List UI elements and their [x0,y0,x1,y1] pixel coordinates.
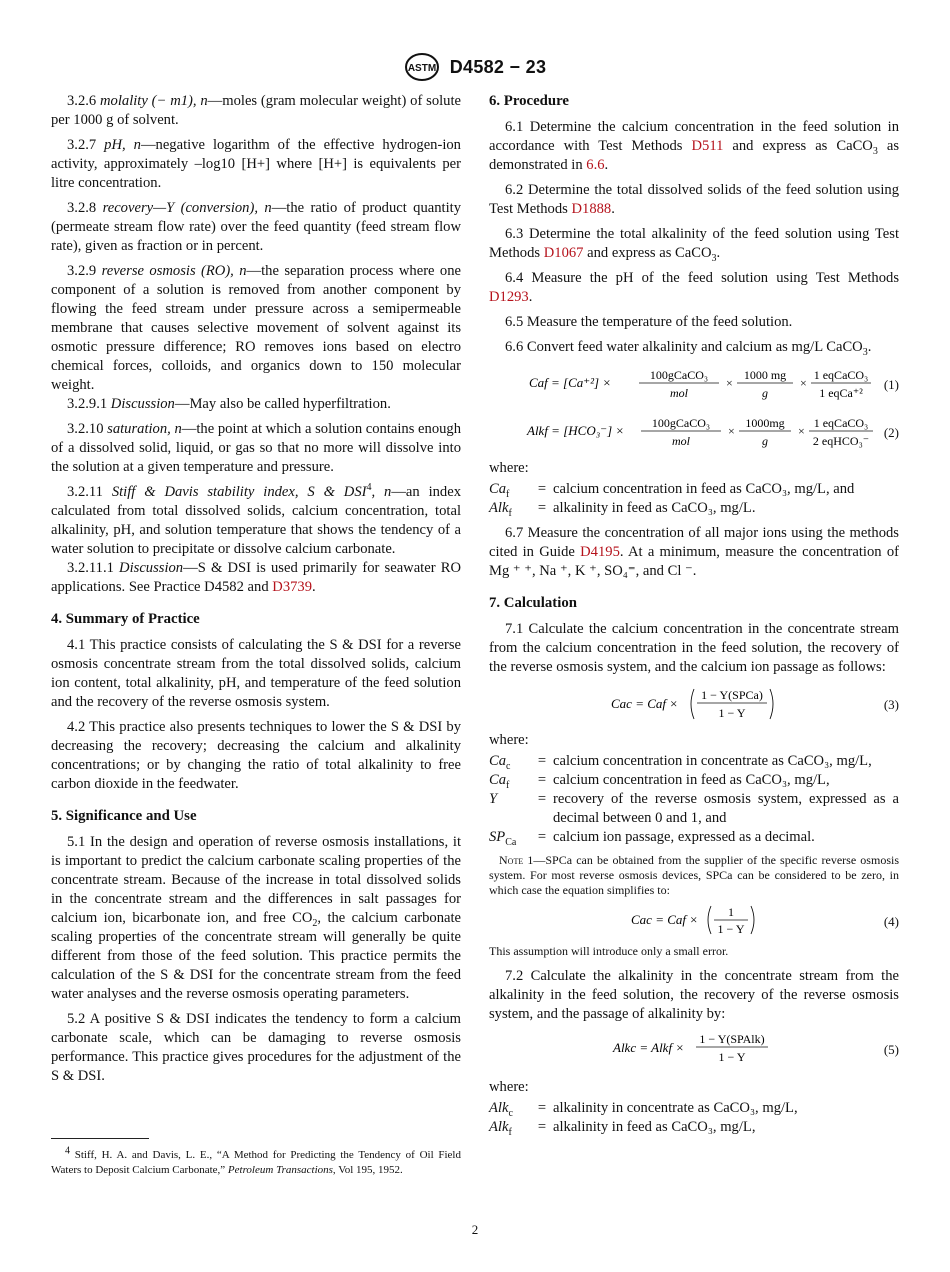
eq1-f2-num: 1000 mg [743,368,787,382]
eq1-f1-den: mol [670,386,688,400]
eq2-lhs: Alkf = [HCO₃⁻] × [527,423,625,438]
definition-symbol: SP [489,829,506,845]
eq4-den: 1 − Y [717,922,745,936]
ref-6-6-link[interactable]: 6.6 [586,157,605,173]
footnote-4: $^4$ Stiff, H. A. and Davis, L. E., “A Method for Predicting the Tendency of Oil Field Waters to Deposit Calcium Carbonate,” Petroleum Transactions, Vol 195, 1952. [51,1145,461,1176]
definition-3-2-7: 3.2.7 pH, n—negative logarithm of the effective hydrogen-ion activity, approximately –log10 [H+] where [H+] is equivalents per litre concentration. [51,137,461,191]
paragraph-5-1: 5.1 In the design and operation of reverse osmosis installations, it is important to predict the calcium carbonate scaling properties of the concentrate stream. Because of the increase in total dissolved solids in the concentrate stream and the differences in salt passages for calcium ion, bicarbonate ion, and free $CO_2$, the calcium carbonate scaling properties of the concentrate stream will generally be quite different from those of the feed solution. This practice permits the calculation of the S & DSI for the concentrate stream from the feed water analyses and the reverse osmosis operating parameters. [51,834,462,1002]
section-5-heading: 5. Significance and Use [51,808,197,824]
paragraph-4-1: 4.1 This practice consists of calculating the S & DSI for a reverse osmosis concentrate stream from the total dissolved solids, calcium ion content, total alkalinity, pH, and temperature of the feed solution and the recovery of the reverse osmosis system. [51,637,461,710]
eq2-number: (2) [883,425,899,440]
eq2-f1-den: mol [672,434,690,448]
definition-row: Alk$_f$ = alkalinity in feed as CaCO₃, mg/L, [489,1118,899,1137]
eq2-f1-num: 100gCaCO₃ [651,416,711,430]
section-4-heading: 4. Summary of Practice [51,611,200,627]
eq1-number: (1) [883,377,899,392]
definition-row [489,790,899,828]
page-number: 2 [471,1222,479,1237]
definition-symbol: Alk [489,1119,509,1135]
definition-equals: = [537,481,547,497]
svg-text:×: × [728,424,735,438]
eq5-den: 1 − Y [718,1050,746,1064]
definition-symbol: Y [489,791,498,807]
definitions-list-1 [489,480,899,518]
definition-symbol: Ca [489,753,507,769]
definitions-list-2 [489,752,899,847]
definition-text: calcium concentration in feed as CaCO₃, mg/L, [553,772,830,788]
svg-text:ASTM: ASTM [407,63,436,74]
discussion-3-2-11-1: 3.2.11.1 Discussion—S & DSI is used primarily for seawater RO applications. See Practice D4582 and D3739. [51,560,461,595]
paragraph-7-1: 7.1 Calculate the calcium concentration in the concentrate stream from the calcium concentration in the feed solution, the recovery of the reverse osmosis system, and the calcium ion passage as follows: [489,621,899,675]
eq1-lhs: Caf = [Ca⁺²] × [529,375,612,390]
eq4-number: (4) [883,914,899,929]
where-label-1: where: [489,460,529,476]
definition-text: alkalinity in feed as CaCO₃, mg/L, [553,1119,756,1135]
definition-equals: = [537,500,547,516]
eq2-f3-num: 1 eqCaCO₃ [813,416,869,430]
definition-equals: = [537,1100,547,1116]
right-column [489,92,899,1143]
definition-symbol: Ca [489,481,507,497]
left-column [51,92,461,1092]
definition-text: calcium concentration in feed as CaCO₃, mg/L, and [553,481,855,497]
definition-text: recovery of the reverse osmosis system, expressed as a decimal between 0 and 1, and [553,791,899,826]
equation-5 [489,1030,899,1068]
definition-text: calcium ion passage, expressed as a decimal. [553,829,815,845]
ref-d4195-link[interactable]: D4195 [580,544,620,560]
astm-logo-icon [404,52,440,82]
definition-text: calcium concentration in concentrate as CaCO₃, mg/L, [553,753,872,769]
definition-equals: = [537,772,547,788]
eq3-num: 1 − Y(SPCa) [701,688,763,702]
paragraph-6-4: 6.4 Measure the pH of the feed solution using Test Methods D1293. [489,270,899,305]
paragraph-6-7: 6.7 Measure the concentration of all major ions using the methods cited in Guide D4195. At a minimum, measure the concentration of Mg ⁺ ⁺, Na ⁺, K ⁺, SO₄⁼, and Cl ⁻. [489,525,899,579]
definition-symbol: Alk [489,1100,509,1116]
definition-row: $SP_{Ca}$ = calcium ion passage, expressed as a decimal. [489,828,899,847]
paragraph-6-3: 6.3 Determine the total alkalinity of the feed solution using Test Methods D1067 and express as CaCO$_3$. [489,226,899,264]
definition-text: alkalinity in concentrate as CaCO₃, mg/L, [553,1100,798,1116]
ref-d1067-link[interactable]: D1067 [543,245,584,261]
page-header [0,52,950,82]
definition-row: $Ca_f$ = calcium concentration in feed as CaCO₃, mg/L, [489,771,899,790]
equation-4 [489,902,899,938]
eq3-lhs: Cac = Caf × [611,696,679,711]
definition-equals: = [537,791,547,807]
svg-text:×: × [800,376,807,390]
definitions-list-3 [489,1099,899,1137]
eq1-f3-num: 1 eqCaCO₃ [813,368,869,382]
definition-3-2-10: 3.2.10 saturation, n—the point at which a solution contains enough of a dissolved solid, liquid, or gas so that no more will dissolve into the solution at a given temperature and pressure. [51,421,462,475]
definition-row: $Ca_c$ = calcium concentration in concentrate as CaCO₃, mg/L, [489,752,899,771]
definition-3-2-11: 3.2.11 Stiff & Davis stability index, S & DSI$^4$, n—an index calculated from total dissolved solids, calcium concentration, total alkalinity, pH, and solution temperature that shows the tendency of a water solution to precipitate or dissolve calcium carbonate. [51,482,461,557]
document-code: D4582 − 23 [449,56,547,77]
equation-1 [489,363,899,405]
definition-equals: = [537,829,547,845]
eq4-num: 1 [728,905,734,919]
definition-row: $Ca_f$ = calcium concentration in feed as CaCO₃, mg/L, and [489,480,899,499]
ref-d511-link[interactable]: D511 [691,138,724,154]
paragraph-6-1: 6.1 Determine the calcium concentration in the feed solution in accordance with Test Methods D511 and express as CaCO$_3$ as demonstrated in 6.6. [489,119,900,173]
ref-d3739-link[interactable]: D3739 [272,579,313,595]
definition-3-2-8: 3.2.8 recovery—Y (conversion), n—the ratio of product quantity (permeate stream flow rate) over the feed quantity (feed stream flow rate), given as fraction or in percent. [51,200,462,254]
section-7-heading: 7. Calculation [489,595,577,611]
eq1-f3-den: 1 eqCa⁺² [819,386,863,400]
eq1-f2-den: g [762,386,768,400]
paragraph-5-2: 5.2 A positive S & DSI indicates the tendency to form a calcium carbonate scale, which can be damaging to reverse osmosis performance. This practice gives procedures for the adjustment of the S & DSI. [51,1011,461,1084]
equation-2 [489,411,899,453]
eq1-f1-num: 100gCaCO₃ [649,368,709,382]
eq5-number: (5) [883,1042,899,1057]
definition-equals: = [537,1119,547,1135]
definition-row: Alk$_c$ = alkalinity in concentrate as CaCO₃, mg/L, [489,1099,899,1118]
section-6-heading: 6. Procedure [489,93,569,109]
note-1: Note 1—SPCa can be obtained from the supplier of the specific reverse osmosis system. For most reverse osmosis devices, SPCa can be considered to be zero, in which case the equation simplifies to: [489,853,899,897]
eq2-f2-num: 1000mg [745,416,785,430]
definition-row: Alk$_f$ = alkalinity in feed as CaCO₃, mg/L. [489,499,899,518]
eq3-number: (3) [883,697,899,712]
paragraph-4-2: 4.2 This practice also presents techniques to lower the S & DSI by decreasing the recovery; decreasing the calcium and alkalinity concentrations; or by changing the ratio of total alkalinity to free carbon dioxide in the feedwater. [51,719,461,792]
ref-d1293-link[interactable]: D1293 [489,289,529,305]
equation-3 [489,683,899,725]
eq3-den: 1 − Y [718,706,746,720]
paragraph-7-2: 7.2 Calculate the alkalinity in the concentrate stream from the alkalinity in the feed solution, the recovery of the reverse osmosis system, and the passage of alkalinity by: [489,968,899,1022]
svg-text:×: × [798,424,805,438]
svg-text:×: × [726,376,733,390]
definition-text: alkalinity in feed as CaCO₃, mg/L. [553,500,756,516]
definition-3-2-6: 3.2.6 molality (− m1), n—moles (gram molecular weight) of solute per 1000 g of solvent. [51,93,461,128]
definition-symbol: Ca [489,772,507,788]
paragraph-6-5: 6.5 Measure the temperature of the feed solution. [505,314,793,330]
eq5-lhs: Alkc = Alkf × [613,1040,685,1055]
footnote-divider [51,1138,149,1139]
assumption-note: This assumption will introduce only a small error. [489,944,729,958]
eq4-lhs: Cac = Caf × [631,912,699,927]
definition-3-2-9: 3.2.9 reverse osmosis (RO), n—the separation process where one component of a solution is removed from another component by flowing the feed stream under pressure across a semipermeable membrane that causes selective movement of solvent against its osmotic pressure difference; RO removes ions based on electro chemical forces, colloids, and organics down to 150 molecular weight. [51,263,461,393]
paragraph-6-2: 6.2 Determine the total dissolved solids of the feed solution using Test Methods D1888. [489,182,899,217]
where-label-3: where: [489,1079,529,1095]
eq2-f3-den: 2 eqHCO₃⁻ [812,434,870,448]
paragraph-6-6: 6.6 Convert feed water alkalinity and calcium as mg/L CaCO$_3$. [505,339,872,358]
discussion-3-2-9-1: 3.2.9.1 Discussion—May also be called hyperfiltration. [67,396,391,412]
eq2-f2-den: g [762,434,768,448]
definition-symbol: Alk [489,500,509,516]
where-label-2: where: [489,732,529,748]
eq5-num: 1 − Y(SPAlk) [699,1032,765,1046]
definition-equals: = [537,753,547,769]
ref-d1888-link[interactable]: D1888 [571,201,612,217]
